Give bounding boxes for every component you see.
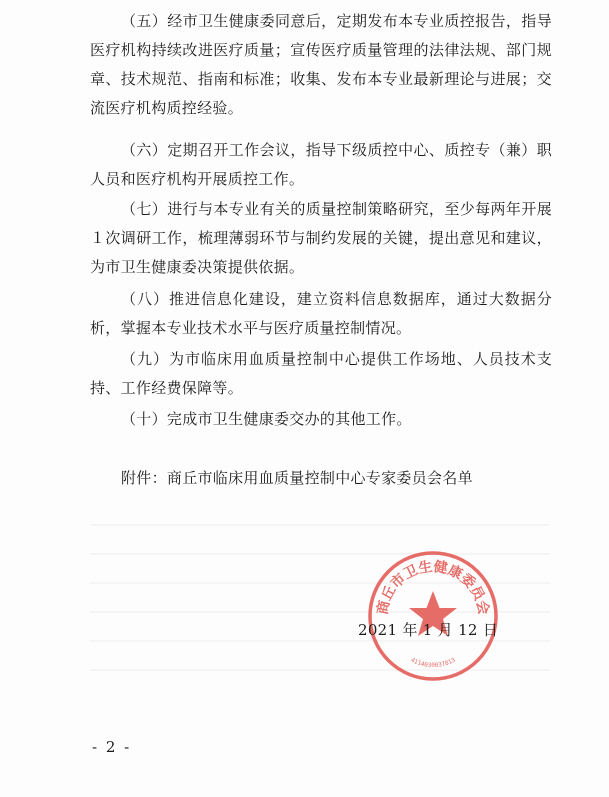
seal-text: 商丘市卫生健康委员会	[374, 559, 492, 617]
official-seal	[366, 549, 500, 683]
signature-date: 2021 年 1 月 12 日	[358, 621, 499, 639]
paragraph-5: （五）经市卫生健康委同意后，定期发布本专业质控报告，指导医疗机构持续改进医疗质量；宣传医疗质量管理的法律法规、部门规章、技术规范、指南和标准；收集、发布本专业最新理论与进展；交流医疗机构质控经验。	[90, 12, 552, 117]
paragraph-10: （十）完成市卫生健康委交办的其他工作。	[121, 410, 412, 428]
paragraph-7: （七）进行与本专业有关的质量控制策略研究，至少每两年开展１次调研工作，梳理薄弱环节与制约发展的关键，提出意见和建议，为市卫生健康委决策提供依据。	[90, 200, 552, 276]
page-number: - 2 -	[92, 738, 132, 756]
paragraph-6: （六）定期召开工作会议，指导下级质控中心、质控专（兼）职人员和医疗机构开展质控工作。	[90, 141, 552, 188]
attachment-line: 附件：商丘市临床用血质量控制中心专家委员会名单	[121, 469, 473, 487]
seal-code: 4114030037813	[409, 656, 457, 670]
paragraph-9: （九）为市临床用血质量控制中心提供工作场地、人员技术支持、工作经费保障等。	[90, 350, 552, 397]
paragraph-8: （八）推进信息化建设，建立资料信息数据库，通过大数据分析，掌握本专业技术水平与医疗质量控制情况。	[90, 290, 552, 337]
